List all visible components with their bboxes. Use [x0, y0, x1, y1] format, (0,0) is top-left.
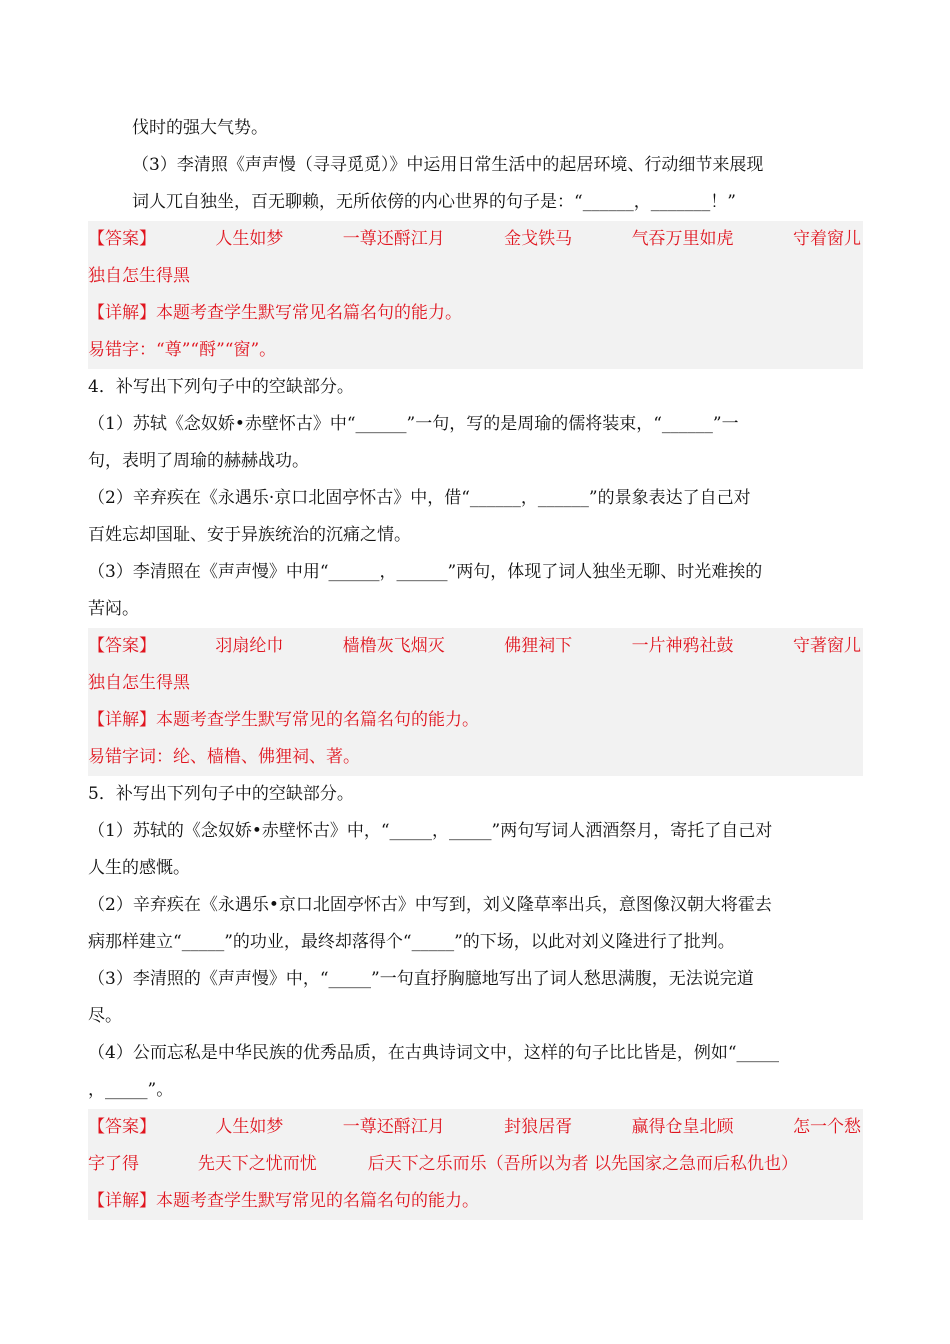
question-title: 4．补写出下列句子中的空缺部分。: [88, 377, 354, 397]
question-title: 5．补写出下列句子中的空缺部分。: [88, 784, 354, 804]
answer-label: 【答案】: [88, 1117, 156, 1137]
detail-line: 【详解】本题考查学生默写常见的名篇名句的能力。: [88, 710, 479, 730]
paragraph-line: （3）李清照的《声声慢》中，“_____”一句直抒胸臆地写出了词人愁思满腹，无法说完道: [88, 969, 754, 989]
paragraph-line: （3）李清照在《声声慢》中用“______，______”两句，体现了词人独坐无聊、时光难挨的: [88, 562, 763, 582]
answer-box-4: [88, 628, 863, 776]
paragraph-line: （1）苏轼《念奴娇•赤壁怀古》中“______”一句，写的是周瑜的儒将装束，“______”一: [88, 414, 739, 434]
paragraph-line: （2）辛弃疾在《永遇乐•京口北固亭怀古》中写到，刘义隆草率出兵，意图像汉朝大将霍去: [88, 895, 772, 915]
answer-item: 气吞万里如虎: [631, 229, 734, 249]
paragraph-line: ，_____”。: [88, 1080, 174, 1100]
answer-item: 金戈铁马: [504, 229, 573, 249]
detail-line: 【详解】本题考查学生默写常见的名篇名句的能力。: [88, 1191, 479, 1211]
answer-label: 【答案】: [88, 636, 156, 656]
answer-row: [88, 221, 863, 258]
paragraph-line: （4）公而忘私是中华民族的优秀品质，在古典诗词文中，这样的句子比比皆是，例如“_____: [88, 1043, 780, 1063]
answer-continuation-row: [88, 1146, 863, 1183]
answer-box-5: [88, 1109, 863, 1220]
paragraph-line: 百姓忘却国耻、安于异族统治的沉痛之情。: [88, 525, 411, 545]
detail-line: 【详解】本题考查学生默写常见名篇名句的能力。: [88, 303, 462, 323]
document-page: [88, 110, 863, 1220]
answer-label: 【答案】: [88, 229, 156, 249]
paragraph-line: 病那样建立“_____”的功业，最终却落得个“_____”的下场，以此对刘义隆进行了批判。: [88, 932, 735, 952]
answer-item: 封狼居胥: [504, 1117, 573, 1137]
answer-row: [88, 628, 863, 665]
answer-item: 先天下之忧而忧: [197, 1154, 317, 1174]
answer-box-3: [88, 221, 863, 369]
answer-row: [88, 1109, 863, 1146]
paragraph-line: 尽。: [88, 1006, 122, 1026]
answer-item: 羽扇纶巾: [215, 636, 284, 656]
answer-continuation: 独自怎生得黑: [88, 673, 190, 693]
paragraph-line: 词人兀自独坐，百无聊赖，无所依傍的内心世界的句子是：“______，_______！”: [132, 192, 736, 212]
paragraph-line: （3）李清照《声声慢（寻寻觅觅）》中运用日常生活中的起居环境、行动细节来展现: [132, 155, 764, 175]
paragraph-line: 苦闷。: [88, 599, 139, 619]
answer-item: 樯橹灰飞烟灭: [342, 636, 445, 656]
answer-item: 一尊还酹江月: [342, 229, 445, 249]
paragraph-line: 伐时的强大气势。: [132, 118, 268, 138]
error-words-line: 易错字：“尊”“酹”“窗”。: [88, 340, 277, 360]
paragraph-line: 人生的感慨。: [88, 858, 190, 878]
error-words-line: 易错字词：纶、樯橹、佛狸祠、著。: [88, 747, 360, 767]
answer-item: 佛狸祠下: [504, 636, 573, 656]
answer-item: 一片神鸦社鼓: [631, 636, 734, 656]
paragraph-line: 句，表明了周瑜的赫赫战功。: [88, 451, 309, 471]
answer-item: 赢得仓皇北顾: [631, 1117, 734, 1137]
answer-item: 人生如梦: [215, 1117, 284, 1137]
answer-item: 后天下之乐而乐（吾所以为者 以先国家之急而后私仇也）: [367, 1154, 799, 1174]
paragraph-line: （2）辛弃疾在《永遇乐·京口北固亭怀古》中，借“______，______”的景象表达了自己对: [88, 488, 751, 508]
answer-item: 一尊还酹江月: [342, 1117, 445, 1137]
answer-continuation: 独自怎生得黑: [88, 266, 190, 286]
answer-item: 人生如梦: [215, 229, 284, 249]
answer-item: 字了得: [88, 1154, 139, 1174]
answer-item: 守著窗儿: [792, 636, 861, 656]
paragraph-line: （1）苏轼的《念奴娇•赤壁怀古》中，“_____，_____”两句写词人洒酒祭月，寄托了自己对: [88, 821, 773, 841]
answer-item: 怎一个愁: [792, 1117, 861, 1137]
answer-item: 守着窗儿: [792, 229, 861, 249]
